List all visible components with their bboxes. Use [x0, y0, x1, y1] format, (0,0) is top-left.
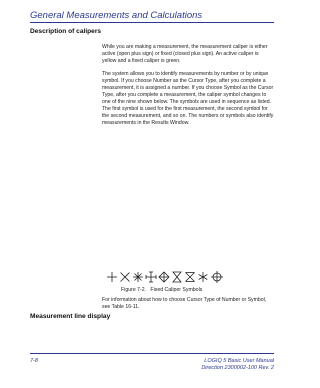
page-header-title: General Measurements and Calculations: [30, 10, 203, 21]
caliper-symbol-plus: [107, 272, 117, 282]
caliper-symbol-star: [133, 272, 143, 282]
footer-manual-info: [201, 358, 274, 372]
paragraph-caliper-states: While you are making a measurement, the measurement caliper is either active (open plus sign) or fixed (closed plus sign). An active caliper is yellow and a fixed caliper is green.: [102, 44, 268, 65]
footer-page-number: 7-8: [30, 358, 38, 364]
caliper-symbol-asterisk: [199, 272, 208, 282]
caliper-symbol-x-bar: [186, 273, 195, 282]
caliper-symbol-circle-plus: [211, 271, 223, 283]
footer-direction: Direction 2300002-100 Rev. 2: [201, 365, 274, 371]
paragraph-cursor-type: The system allows you to identify measurements by number or by unique symbol. If you choose Number as the Cursor Type, after you complete a measurement, it is assigned a number. If you choose Symbol as the Cursor Type, after you complete a measurement, the caliper symbol changes to one of the nine shown below. The symbols are used in sequence as listed. The first symbol is used for the first measurement, the second symbol for the second measurement, and so on. The numbers or symbols also identify measurements in the Results Window.: [102, 71, 274, 127]
paragraph-cursor-type-reference: For information about how to choose Cursor Type of Number or Symbol, see Table 16-11.: [102, 297, 267, 311]
caliper-symbol-x-mark: [121, 273, 130, 282]
footer-rule: [30, 353, 274, 354]
fixed-caliper-symbols-figure: [106, 267, 228, 287]
caliper-symbol-diamond-plus: [159, 272, 169, 282]
caliper-symbol-hourglass: [173, 272, 181, 282]
figure-title: Fixed Caliper Symbols: [150, 287, 203, 293]
figure-label: Figure 7-2.: [121, 287, 147, 293]
section-heading-line-display: Measurement line display: [30, 313, 111, 320]
figure-caption: [121, 287, 202, 293]
footer-manual-title: LOGIQ 5 Basic User Manual: [204, 358, 274, 364]
header-rule: [30, 22, 274, 23]
section-heading-calipers: Description of calipers: [30, 28, 102, 35]
caliper-symbol-cross-tick: [146, 272, 156, 282]
